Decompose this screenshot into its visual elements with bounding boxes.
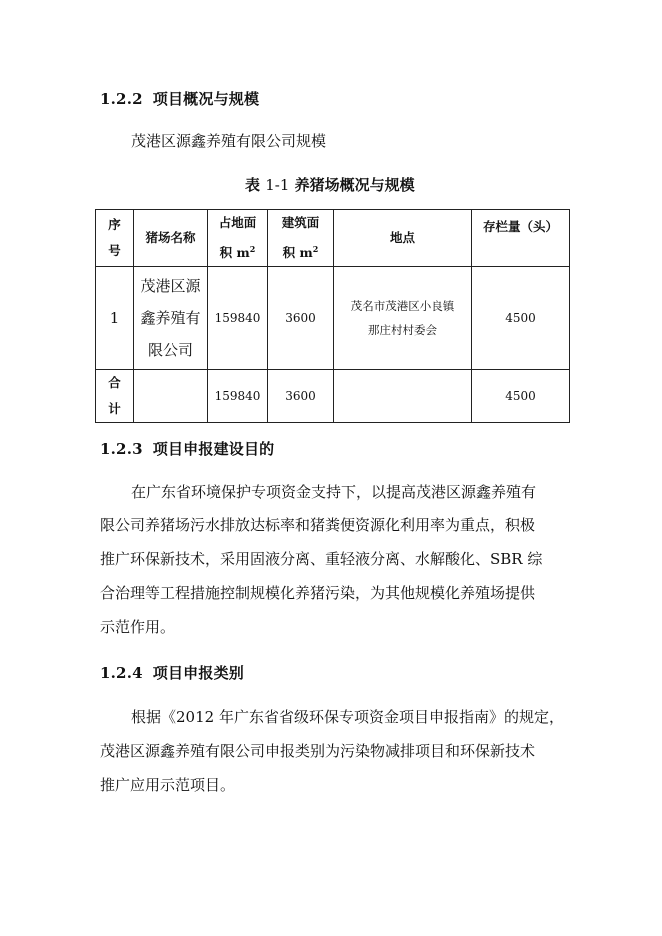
- intro-line: 茂港区源鑫养殖有限公司规模: [131, 132, 327, 150]
- header-building-area-line2: [270, 236, 331, 266]
- table-total-row: [96, 370, 570, 423]
- cell-stock: 4500: [472, 267, 570, 370]
- section-heading-1-2-2: [100, 88, 259, 109]
- total-label: [96, 370, 134, 423]
- section-number: 1.2.3: [100, 440, 143, 458]
- header-location: 地点: [334, 210, 472, 267]
- header-building-area-unit: 积 m: [282, 245, 313, 261]
- cell-location-line1: 茂名市茂港区小良镇: [350, 299, 455, 314]
- total-location-empty: [334, 370, 472, 423]
- purpose-line-2: 限公司养猪场污水排放达标率和猪粪便资源化利用率为重点，积极: [100, 516, 536, 534]
- header-seq: [96, 210, 134, 267]
- section-title: 项目申报类别: [152, 664, 244, 682]
- farm-table: [95, 209, 570, 423]
- header-building-area-line1: 建筑面: [281, 215, 320, 230]
- total-farm-name-empty: [134, 370, 208, 423]
- header-land-area-line1: 占地面: [218, 215, 257, 230]
- cell-location-line2: 那庄村村委会: [368, 323, 437, 338]
- header-building-area-sup: 2: [312, 244, 319, 254]
- header-land-area: [208, 210, 268, 267]
- total-land-area: 159840: [208, 370, 268, 423]
- cell-farm-name-line3: 限公司: [147, 341, 193, 360]
- header-seq-line2: 号: [108, 243, 121, 259]
- header-land-area-line2: [210, 236, 265, 266]
- purpose-line-3: 推广环保新技术，采用固液分离、重轻液分离、水解酸化、SBR 综: [100, 550, 543, 568]
- section-number: 1.2.2: [100, 90, 143, 108]
- table-row: [96, 267, 570, 370]
- section-heading-1-2-4: [100, 662, 244, 683]
- category-line-2: 茂港区源鑫养殖有限公司申报类别为污染物减排项目和环保新技术: [100, 742, 536, 760]
- cell-farm-name: [134, 267, 208, 370]
- header-land-area-sup: 2: [249, 244, 256, 254]
- header-stock: 存栏量（头）: [472, 210, 570, 267]
- cell-location: [334, 267, 472, 370]
- cell-farm-name-line1: 茂港区源: [140, 277, 201, 296]
- section-number: 1.2.4: [100, 664, 143, 682]
- total-label-line2: 计: [108, 401, 121, 417]
- section-title: 项目概况与规模: [152, 90, 260, 108]
- purpose-line-4: 合治理等工程措施控制规模化养猪污染，为其他规模化养殖场提供: [100, 584, 536, 602]
- section-heading-1-2-3: [100, 438, 274, 459]
- cell-land-area: 159840: [208, 267, 268, 370]
- table-caption: [245, 174, 415, 195]
- table-header-row: [96, 210, 570, 267]
- header-seq-line1: 序: [108, 217, 121, 233]
- purpose-line-1: 在广东省环境保护专项资金支持下，以提高茂港区源鑫养殖有: [131, 483, 537, 501]
- caption-prefix: 表: [245, 176, 261, 194]
- cell-farm-name-line2: 鑫养殖有: [140, 309, 201, 328]
- cell-seq: 1: [96, 267, 134, 370]
- header-farm-name: 猪场名称: [134, 210, 208, 267]
- category-line-3: 推广应用示范项目。: [100, 776, 236, 794]
- purpose-line-5: 示范作用。: [100, 618, 176, 636]
- section-title: 项目申报建设目的: [152, 440, 275, 458]
- total-building-area: 3600: [268, 370, 334, 423]
- header-land-area-unit: 积 m: [219, 245, 250, 261]
- category-line-1: 根据《2012 年广东省省级环保专项资金项目申报指南》的规定，: [131, 708, 564, 726]
- cell-building-area: 3600: [268, 267, 334, 370]
- caption-title: 养猪场概况与规模: [294, 176, 415, 194]
- total-stock: 4500: [472, 370, 570, 423]
- total-label-line1: 合: [108, 375, 121, 391]
- header-building-area: [268, 210, 334, 267]
- caption-number: 1-1: [265, 176, 290, 194]
